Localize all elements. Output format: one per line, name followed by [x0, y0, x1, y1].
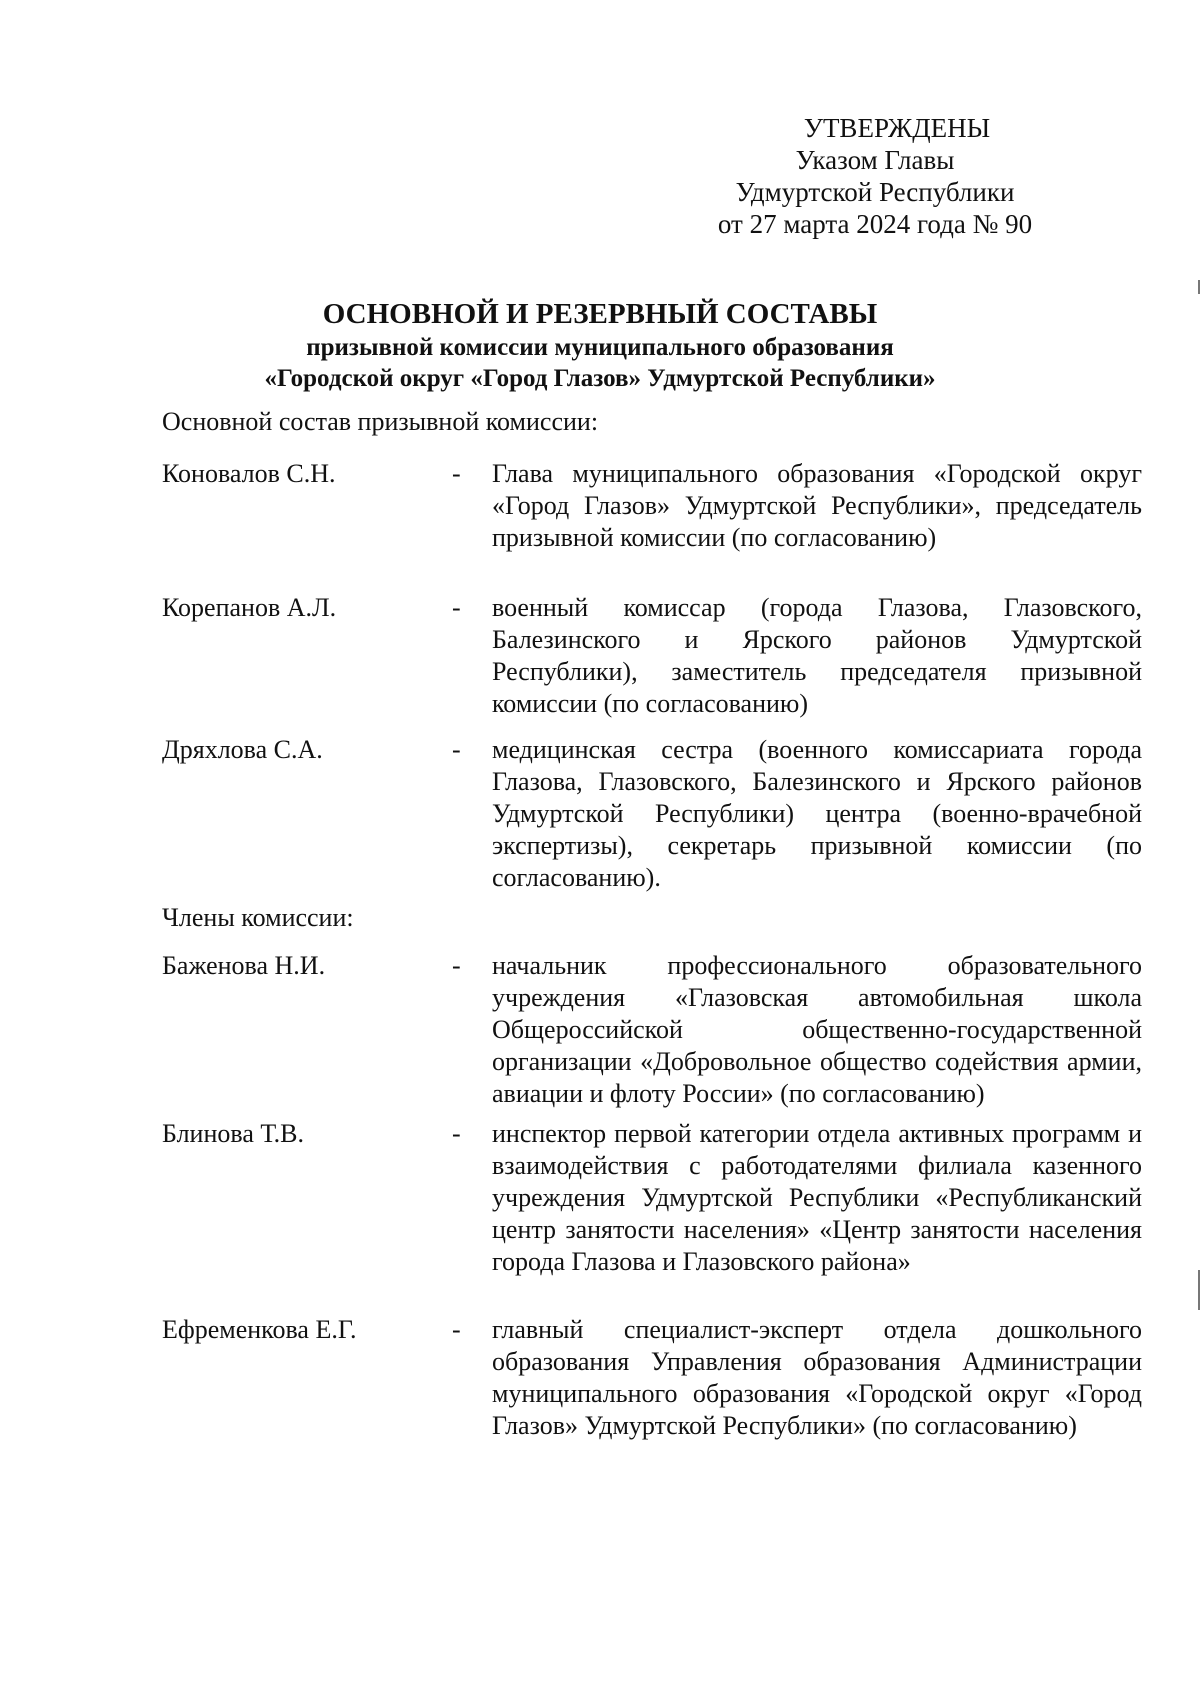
member-dash: - [452, 459, 461, 488]
member-description: главный специалист-эксперт отдела дошкольного образования Управления образования Администрации муниципального образования «Городской округ «Город Глазов» Удмуртской Республики» (по согласованию) [492, 1315, 1142, 1440]
heading-subtitle-2: «Городской округ «Город Глазов» Удмуртской Республики» [264, 365, 936, 392]
member-name: Коновалов С.Н. [162, 459, 336, 488]
heading-subtitle-1: призывной комиссии муниципального образования [306, 334, 894, 361]
member-description: начальник профессионального образовательного учреждения «Глазовская автомобильная школа Общероссийской общественно-государственной организации «Добровольное общество содействия армии, авиации и флоту России» (по согласованию) [492, 951, 1142, 1108]
member-dash: - [452, 735, 461, 764]
member-dash: - [452, 1315, 461, 1344]
member-name: Ефременкова Е.Г. [162, 1315, 357, 1344]
heading-title: ОСНОВНОЙ И РЕЗЕРВНЫЙ СОСТАВЫ [322, 298, 878, 330]
member-name: Баженова Н.И. [162, 951, 326, 980]
approval-line-3: от 27 марта 2024 года № 90 [717, 209, 1033, 239]
member-name: Корепанов А.Л. [162, 593, 337, 622]
approval-line-2: Удмуртской Республики [735, 177, 1015, 207]
member-description: медицинская сестра (военного комиссариата города Глазова, Глазовского, Балезинского и Ярского районов Удмуртской Республики) центра (военно-врачебной экспертизы), секретарь призывной комиссии (по согласованию). [492, 735, 1142, 892]
member-dash: - [452, 951, 461, 980]
member-dash: - [452, 593, 461, 622]
approval-line-1: Указом Главы [795, 145, 955, 175]
member-description: военный комиссар (города Глазова, Глазовского, Балезинского и Ярского районов Удмуртской Республики), заместитель председателя призывной комиссии (по согласованию) [492, 593, 1142, 718]
member-name: Блинова Т.В. [162, 1119, 304, 1148]
main-section-label: Основной состав призывной комиссии: [162, 407, 599, 436]
member-description: Глава муниципального образования «Городской округ «Город Глазов» Удмуртской Республики», председатель призывной комиссии (по согласованию) [492, 459, 1142, 552]
approval-stamp [640, 112, 1110, 240]
approval-title: УТВЕРЖДЕНЫ [803, 113, 991, 143]
member-dash: - [452, 1119, 461, 1148]
members-section-label: Члены комиссии: [162, 903, 354, 932]
member-description: инспектор первой категории отдела активных программ и взаимодействия с работодателями филиала казенного учреждения Удмуртской Республики «Республиканский центр занятости населения» «Центр занятости населения города Глазова и Глазовского района» [492, 1119, 1142, 1276]
member-name: Дряхлова С.А. [162, 735, 323, 764]
document-heading [60, 296, 1140, 394]
